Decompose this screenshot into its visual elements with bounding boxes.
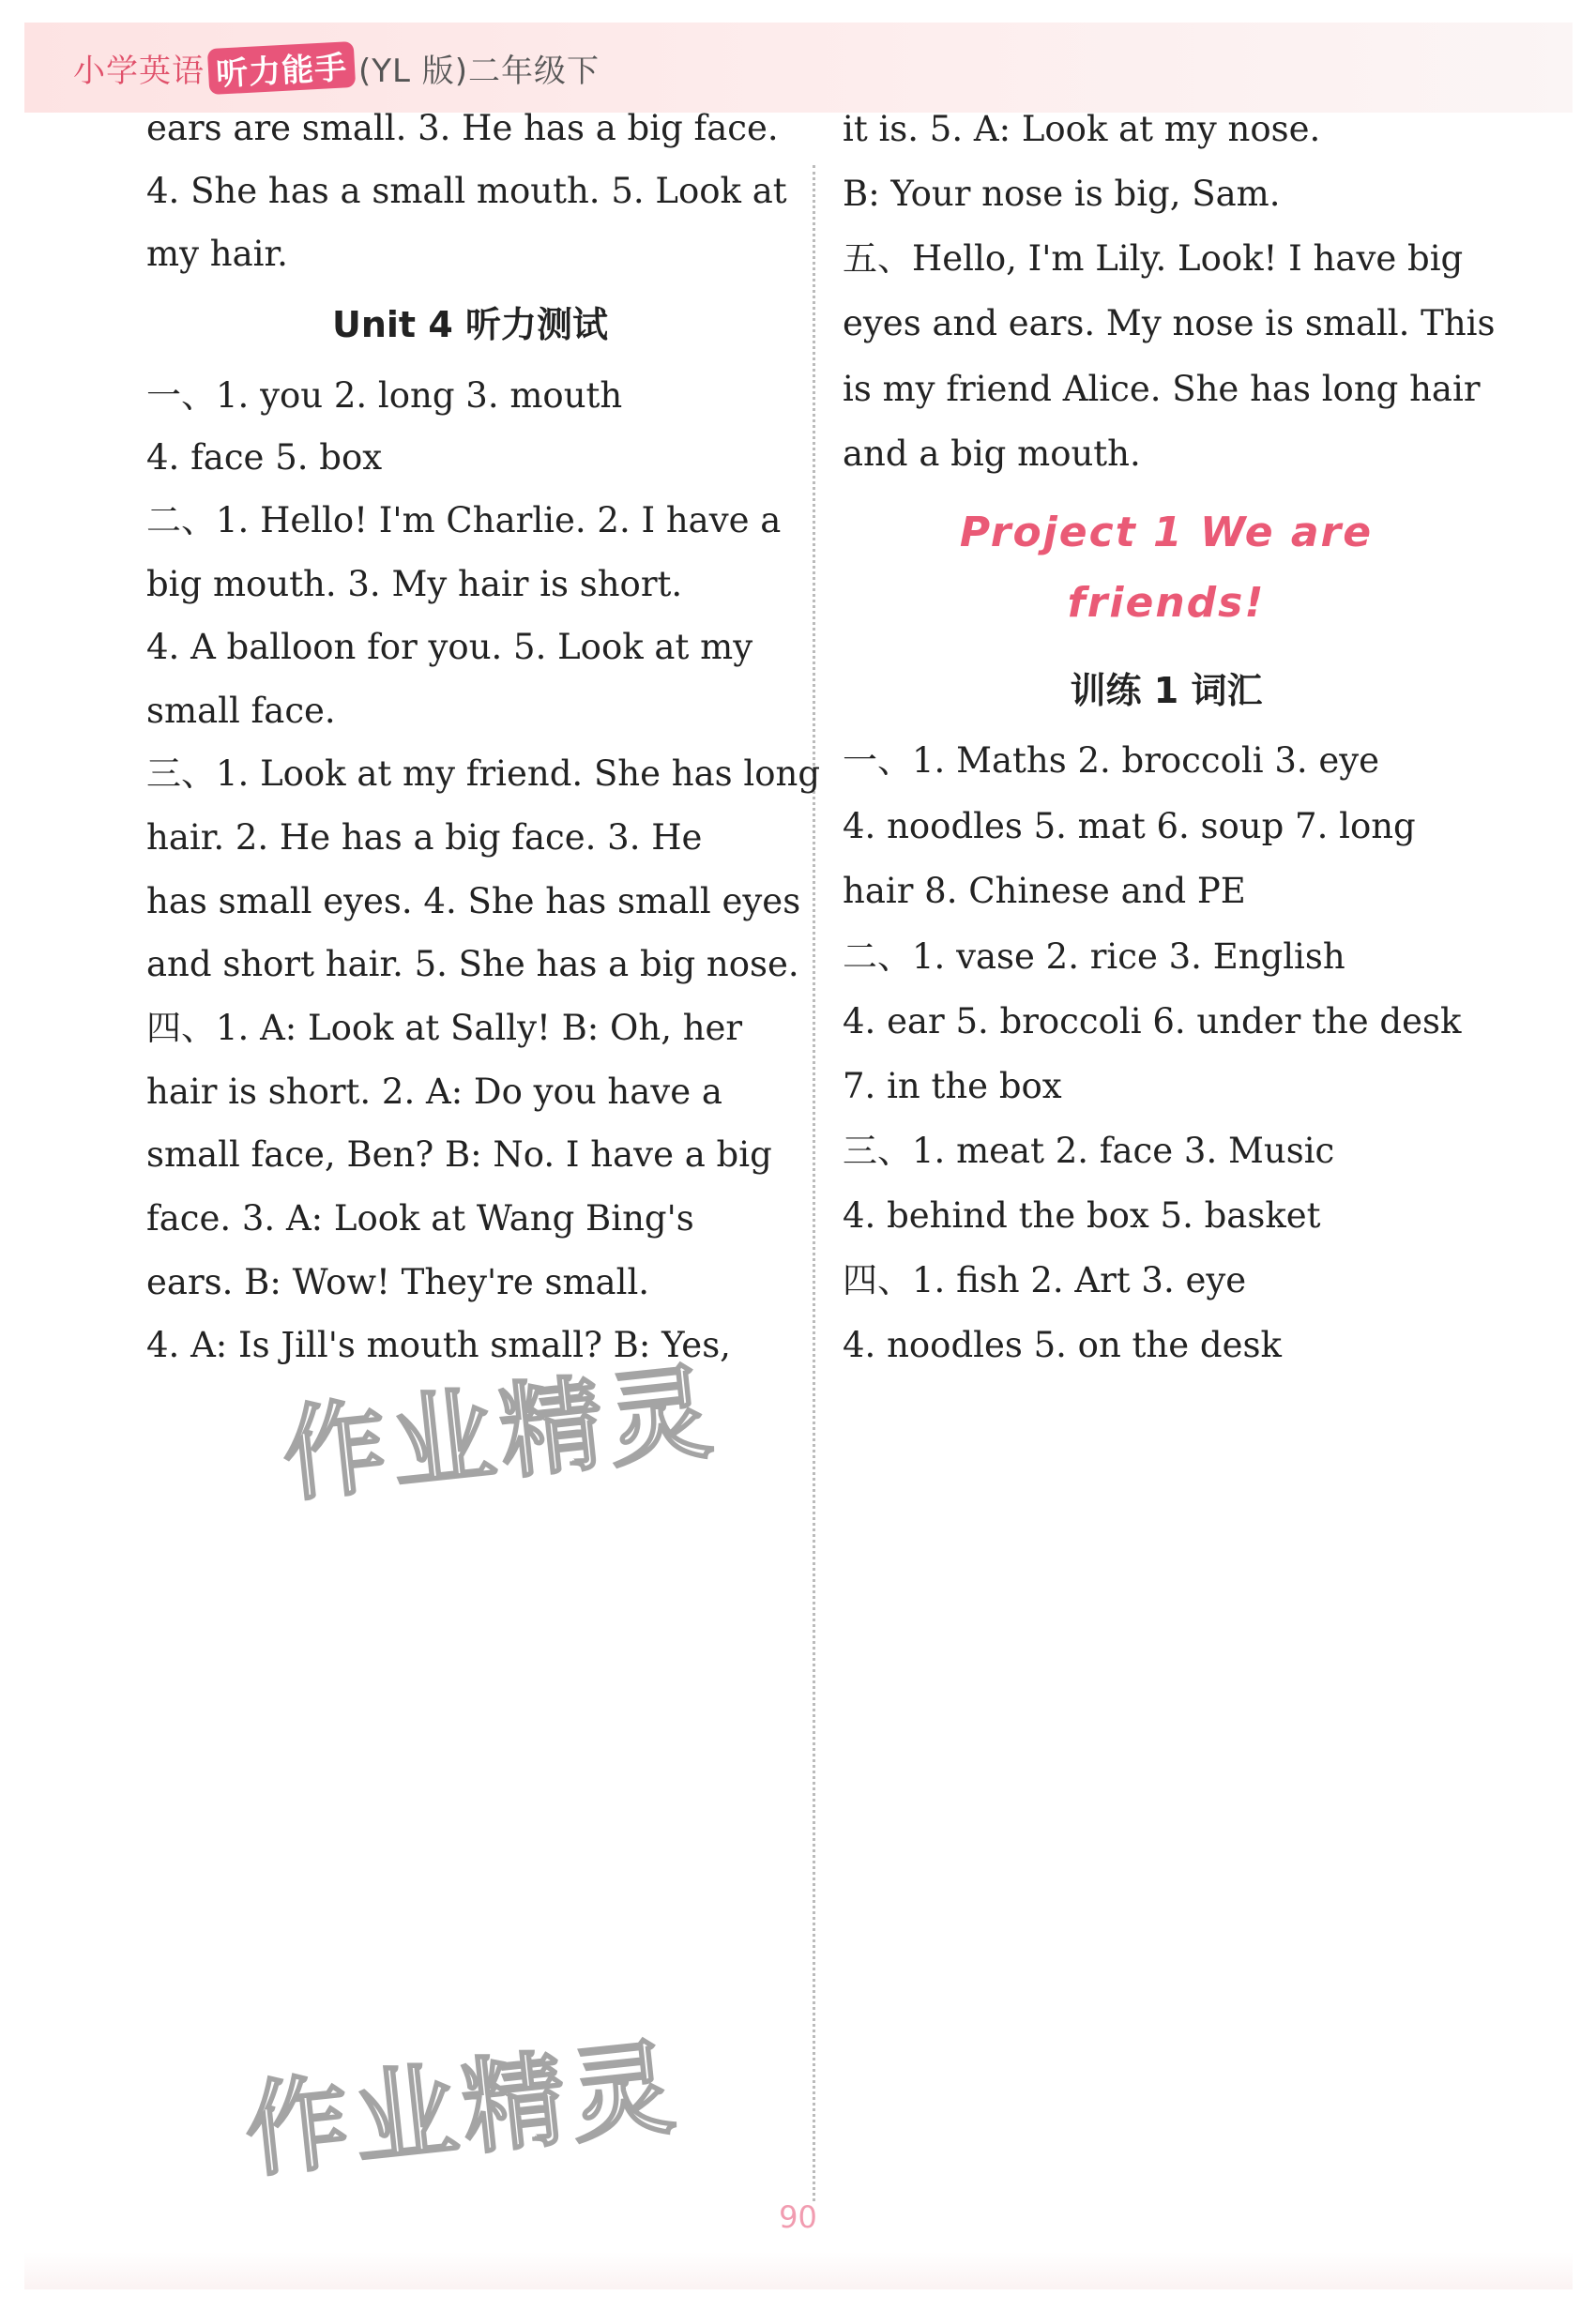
answer-line: 一、1. Maths 2. broccoli 3. eye <box>843 740 1380 781</box>
answer-line: and short hair. 5. She has a big nose. <box>146 944 799 984</box>
answer-line: hair is short. 2. A: Do you have a <box>146 1072 722 1112</box>
answer-line: 三、1. meat 2. face 3. Music <box>843 1131 1335 1171</box>
answer-line: ears. B: Wow! They're small. <box>146 1262 650 1302</box>
answer-line: 4. A: Is Jill's mouth small? B: Yes, <box>146 1325 731 1365</box>
answer-line: has small eyes. 4. She has small eyes <box>146 881 801 921</box>
training-heading: 训练 1 词汇 <box>1070 670 1263 711</box>
answer-line: 4. ear 5. broccoli 6. under the desk <box>843 1001 1462 1041</box>
watermark: 作业精灵 <box>277 1351 723 1516</box>
answer-line: 4. She has a small mouth. 5. Look at <box>146 171 787 211</box>
series-name: 小学英语 <box>73 53 205 90</box>
column-divider <box>813 165 815 2201</box>
answer-line: 7. in the box <box>843 1066 1062 1106</box>
page-header <box>24 23 1573 113</box>
watermark: 作业精灵 <box>239 2027 686 2192</box>
edition-label: (YL 版)二年级下 <box>358 53 600 90</box>
answer-line: 二、1. Hello! I'm Charlie. 2. I have a <box>146 500 782 540</box>
answer-line: eyes and ears. My nose is small. This <box>843 303 1496 343</box>
brand-logo: 听力能手 <box>207 41 356 95</box>
project-title-continued: friends! <box>1067 579 1266 627</box>
unit-heading: Unit 4 听力测试 <box>332 304 608 345</box>
answer-line: 4. face 5. box <box>146 437 383 478</box>
answer-line: hair 8. Chinese and PE <box>843 871 1246 911</box>
answer-line: 4. noodles 5. mat 6. soup 7. long <box>843 806 1416 846</box>
footer-band <box>24 2252 1573 2289</box>
answer-line: 四、1. A: Look at Sally! B: Oh, her <box>146 1008 743 1048</box>
answer-line: 一、1. you 2. long 3. mouth <box>146 375 623 416</box>
answer-line: 4. behind the box 5. basket <box>843 1195 1321 1236</box>
answer-line: 4. A balloon for you. 5. Look at my <box>146 627 753 667</box>
project-title: Project 1 We are <box>959 509 1374 556</box>
answer-line: big mouth. 3. My hair is short. <box>146 564 683 604</box>
book-title <box>73 45 600 94</box>
page-number: 90 <box>779 2199 817 2235</box>
answer-line: and a big mouth. <box>843 433 1141 474</box>
answer-line: my hair. <box>146 234 288 274</box>
answer-line: ears are small. 3. He has a big face. <box>146 108 779 148</box>
answer-line: hair. 2. He has a big face. 3. He <box>146 817 703 858</box>
answer-line: B: Your nose is big, Sam. <box>843 174 1281 214</box>
answer-line: 四、1. fish 2. Art 3. eye <box>843 1260 1247 1300</box>
answer-line: 五、Hello, I'm Lily. Look! I have big <box>843 238 1464 279</box>
answer-line: face. 3. A: Look at Wang Bing's <box>146 1198 694 1239</box>
answer-line: it is. 5. A: Look at my nose. <box>843 109 1321 149</box>
answer-line: is my friend Alice. She has long hair <box>843 369 1481 409</box>
answer-line: small face, Ben? B: No. I have a big <box>146 1134 772 1175</box>
answer-line: 二、1. vase 2. rice 3. English <box>843 936 1345 977</box>
answer-line: 4. noodles 5. on the desk <box>843 1325 1282 1365</box>
answer-line: 三、1. Look at my friend. She has long <box>146 753 821 794</box>
answer-line: small face. <box>146 691 336 731</box>
